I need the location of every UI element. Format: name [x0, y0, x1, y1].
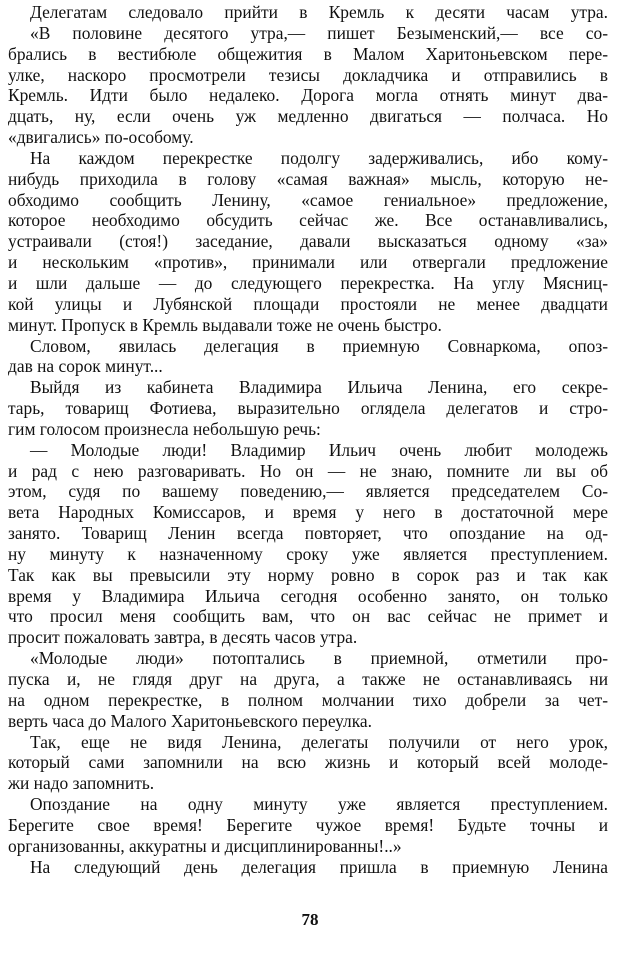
text-line: время у Владимира Ильича сегодня особенно занято, он только	[8, 585, 608, 606]
text-line: Словом, явилась делегация в приемную Совнаркома, опоз-	[30, 335, 608, 356]
text-line: жи надо запомнить.	[8, 773, 155, 794]
text-line: Берегите свое время! Берегите чужое время! Будьте точны и	[8, 814, 608, 835]
text-line: кой улицы и Лубянской площади простояли не менее двадцати	[8, 293, 608, 314]
text-line: — Молодые люди! Владимир Ильич очень любит молодежь	[30, 439, 608, 460]
text-line: на одном перекрестке, в полном молчании тихо добрели за чет-	[8, 689, 608, 710]
text-line: улке, наскоро просмотрели тезисы докладчика и отправились в	[8, 64, 608, 85]
text-line: «Молодые люди» потоптались в приемной, отметили про-	[30, 648, 608, 669]
text-line: и шли дальше — до следующего перекрестка. На углу Мясниц-	[8, 272, 608, 293]
text-line: занято. Товарищ Ленин всегда повторяет, что опоздание на од-	[8, 523, 608, 544]
text-line: На следующий день делегация пришла в приемную Ленина	[30, 856, 608, 877]
page-number: 78	[301, 910, 319, 929]
text-line: На каждом перекрестке подолгу задерживались, ибо кому-	[30, 147, 608, 168]
text-line: Делегатам следовало прийти в Кремль к десяти часам утра.	[30, 2, 608, 22]
text-line: дцать, ну, если очень уж медленно двигаться — полчаса. Но	[8, 106, 608, 127]
text-line: гим голосом произнесла небольшую речь:	[8, 418, 321, 439]
text-line: дав на сорок минут...	[8, 356, 163, 377]
text-line: ну минуту к назначенному сроку уже является преступлением.	[8, 543, 608, 564]
text-line: Так, еще не видя Ленина, делегаты получили от него урок,	[30, 731, 608, 752]
text-line: просит пожаловать завтра, в десять часов утра.	[8, 627, 358, 648]
text-line: организованны, аккуратны и дисциплинированны!..»	[8, 835, 402, 856]
text-line: нибудь приходила в голову «самая важная» мысль, которую не-	[8, 168, 608, 189]
text-line: Выйдя из кабинета Владимира Ильича Ленина, его секре-	[30, 377, 608, 398]
text-line: верть часа до Малого Харитоньевского переулка.	[8, 710, 372, 731]
text-line: Кремль. Идти было недалеко. Дорога могла отнять минут два-	[8, 85, 608, 106]
text-line: «двигались» по-особому.	[8, 127, 194, 148]
body-text	[8, 2, 608, 877]
text-line: тарь, товарищ Фотиева, выразительно оглядела делегатов и стро-	[8, 398, 608, 419]
text-line: пуска и, не глядя друг на друга, а также не останавливаясь ни	[8, 669, 608, 689]
text-line: и рад с нею разговаривать. Но он — не знаю, помните ли вы об	[8, 460, 608, 481]
text-line: этом, судя по вашему поведению,— является председателем Со-	[8, 481, 608, 502]
text-line: что просил меня сообщить вам, что он вас сейчас не примет и	[8, 606, 608, 627]
text-line: вета Народных Комиссаров, и время у него в достаточной мере	[8, 502, 608, 523]
text-line: Опоздание на одну минуту уже является преступлением.	[30, 794, 608, 815]
text-line: обходимо сообщить Ленину, «самое гениальное» предложение,	[8, 189, 608, 210]
text-line: устраивали (стоя!) заседание, давали высказаться одному «за»	[8, 231, 608, 252]
text-line: «В половине десятого утра,— пишет Безыменский,— все со-	[30, 22, 608, 43]
text-line: брались в вестибюле общежития в Малом Харитоньевском пере-	[8, 43, 608, 64]
text-line: которое необходимо обсудить сейчас же. Все останавливались,	[8, 210, 608, 231]
text-line: Так как вы превысили эту норму ровно в сорок раз и так как	[8, 564, 608, 585]
text-line: и нескольким «против», принимали или отвергали предложение	[8, 252, 608, 273]
text-line: который сами запомнили на всю жизнь и который всей молоде-	[8, 752, 608, 773]
text-line: минут. Пропуск в Кремль выдавали тоже не очень быстро.	[8, 314, 442, 335]
